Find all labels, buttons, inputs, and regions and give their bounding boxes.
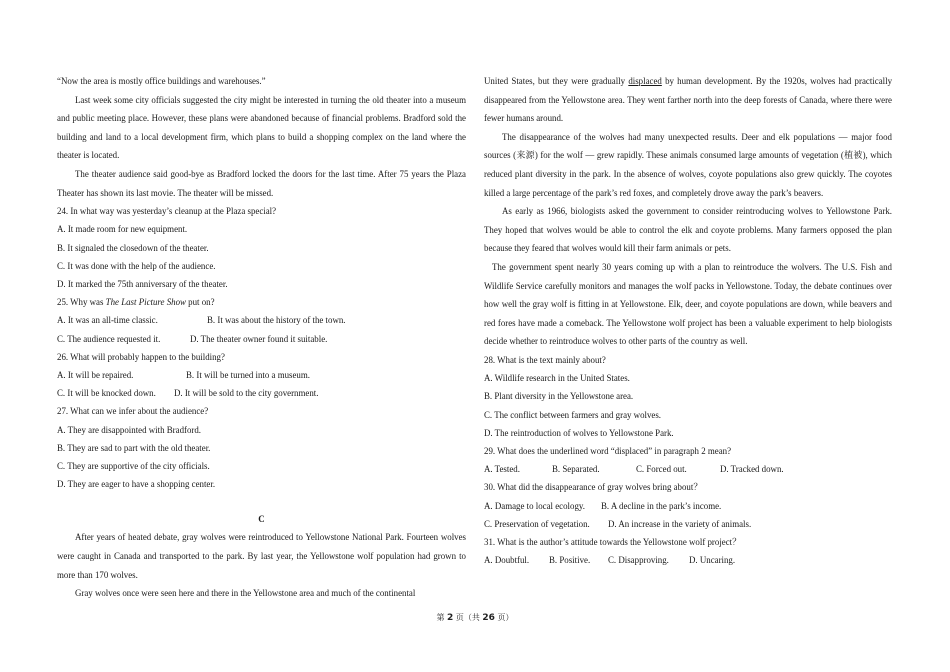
option-b: B. It will be turned into a museum. (186, 369, 310, 380)
stem-suffix: put on? (185, 297, 215, 308)
option-a: A. It made room for new equipment. (57, 224, 188, 235)
right-column (484, 72, 892, 569)
question-stem: 31. What is the author’s attitude towards the Yellowstone wolf project？ (484, 536, 742, 547)
options-row (484, 460, 892, 478)
question-stem: 29. What does the underlined word “displaced” in paragraph 2 mean? (484, 445, 732, 456)
paragraph-continued: United States, but they were gradually displaced by human development. By the 1920s, wolves had practically disappeared from the Yellowstone area. They went farther north into the deep forests of Canada, where there were fewer humans around. (484, 76, 893, 124)
question-stem (57, 293, 466, 311)
options-row (57, 330, 466, 348)
question-27 (57, 402, 466, 493)
option-d: D. They are eager to have a shopping center. (57, 479, 216, 490)
page-footer: 第 2 页（共 26 页） (436, 613, 514, 623)
paragraph-government: The government spent nearly 30 years coming up with a plan to reintroduce the wolvers. The U.S. Fish and Wildlife Service carefully monitors and manages the wolf packs in Yellowstone. Today, the debate continues over how well the gray wolf is fitting in at Yellowstone. Elk, deer, and coyote populations are down, while beavers and red fores have made a comeback. The Yellowstone wolf project has been a valuable experiment to help biologists decide whether to reintroduce wolves to other parts of the country as well. (484, 261, 892, 347)
option-b: B. They are sad to part with the old theater. (57, 442, 211, 453)
option-c: C. The conflict between farmers and gray wolves. (484, 409, 662, 420)
option-b: B. Plant diversity in the Yellowstone area. (484, 391, 634, 402)
option-c: C. It will be knocked down. (57, 388, 156, 399)
options-row (57, 311, 466, 329)
paragraph-officials: Last week some city officials suggested the city might be interested in turning the old theater into a museum and public meeting place. However, these plans were abandoned because of financial problems. Bradford sold the building and land to a local development firm, which plans to build a shopping complex on the land where the theater is located. (57, 94, 466, 161)
option-b: B. A decline in the park’s income. (601, 500, 722, 511)
section-heading-c: C (258, 514, 265, 525)
movie-title: The Last Picture Show (105, 297, 186, 308)
total-pages: 26 (482, 613, 495, 623)
question-30 (484, 478, 892, 533)
option-c: C. Disapproving. (608, 555, 669, 566)
option-d: D. The reintroduction of wolves to Yellowstone Park. (484, 427, 674, 438)
option-d: D. It marked the 75th anniversary of the theater. (57, 278, 228, 289)
paragraph-disappearance: The disappearance of the wolves had many unexpected results. Deer and elk populations — major food sources (来源) for the wolf — grew rapidly. These animals consumed large amounts of vegetation (植被), which reduced plant diversity in the park. In the absence of wolves, coyote populations also grew quickly. The coyotes killed a large percentage of the park’s red foxes, and completely drove away the park’s beavers. (484, 131, 892, 198)
underlined-word: displaced (628, 76, 662, 86)
question-26 (57, 348, 466, 403)
paragraph-1966: As early as 1966, biologists asked the government to consider reintroducing wolves to Yellowstone Park. They hoped that wolves would be able to control the elk and coyote problems. Many farmers opposed the plan because they feared that wolves would kill their farm animals or pets. (484, 206, 892, 254)
option-c: C. It was done with the help of the audience. (57, 260, 216, 271)
option-a: A. It was an all-time classic. (57, 315, 158, 326)
option-c: C. They are supportive of the city officials. (57, 461, 210, 471)
option-c: C. Forced out. (636, 464, 687, 475)
option-a: A. Wildlife research in the United States. (484, 373, 630, 384)
left-column (57, 72, 466, 603)
option-a: A. Tested. (484, 464, 520, 475)
option-a: A. Damage to local ecology. (484, 500, 585, 511)
paragraph-audience: The theater audience said good-bye as Bradford locked the doors for the last time. After 75 years the Plaza Theater has shown its last movie. The theater will be missed. (57, 168, 466, 198)
option-d: D. It will be sold to the city government. (174, 388, 319, 399)
question-stem: 24. In what way was yesterday’s cleanup at the Plaza special? (57, 206, 277, 217)
options-row (484, 515, 892, 533)
option-a: A. They are disappointed with Bradford. (57, 424, 202, 435)
question-stem: 27. What can we infer about the audience? (57, 406, 209, 417)
question-stem: 28. What is the text mainly about? (484, 354, 606, 365)
option-b: B. Positive. (549, 555, 591, 566)
option-a: A. It will be repaired. (57, 369, 134, 380)
option-a: A. Doubtful. (484, 555, 530, 566)
option-b: B. Separated. (552, 464, 600, 475)
paragraph-quote: “Now the area is mostly office buildings and warehouses.” (57, 76, 266, 86)
question-stem: 30. What did the disappearance of gray wolves bring about？ (484, 482, 703, 493)
option-d: D. Uncaring. (689, 555, 736, 566)
question-28 (484, 351, 892, 442)
options-row (484, 497, 892, 515)
option-c: C. Preservation of vegetation. (484, 518, 590, 529)
option-d: D. The theater owner found it suitable. (190, 333, 328, 344)
paragraph-c1: After years of heated debate, gray wolves were reintroduced to Yellowstone National Park. Fourteen wolves were caught in Canada and transported to the park. By last year, the Yellowstone wolf population had grown to more than 170 wolves. (57, 532, 466, 580)
paragraph-c2: Gray wolves once were seen here and there in the Yellowstone area and much of the continental (75, 588, 416, 599)
option-b: B. It was about the history of the town. (207, 315, 346, 326)
question-25 (57, 293, 466, 348)
question-stem: 26. What will probably happen to the building? (57, 351, 225, 362)
options-row (484, 551, 892, 569)
option-c: C. The audience requested it. (57, 333, 161, 344)
options-row (57, 384, 466, 402)
option-d: D. An increase in the variety of animals. (608, 518, 752, 529)
question-31 (484, 533, 892, 569)
question-29 (484, 442, 892, 478)
option-d: D. Tracked down. (720, 464, 784, 475)
stem-prefix: 25. Why was (57, 297, 106, 308)
page-number: 2 (447, 613, 454, 623)
options-row (57, 366, 466, 384)
question-24 (57, 202, 466, 293)
option-b: B. It signaled the closedown of the theater. (57, 242, 209, 253)
